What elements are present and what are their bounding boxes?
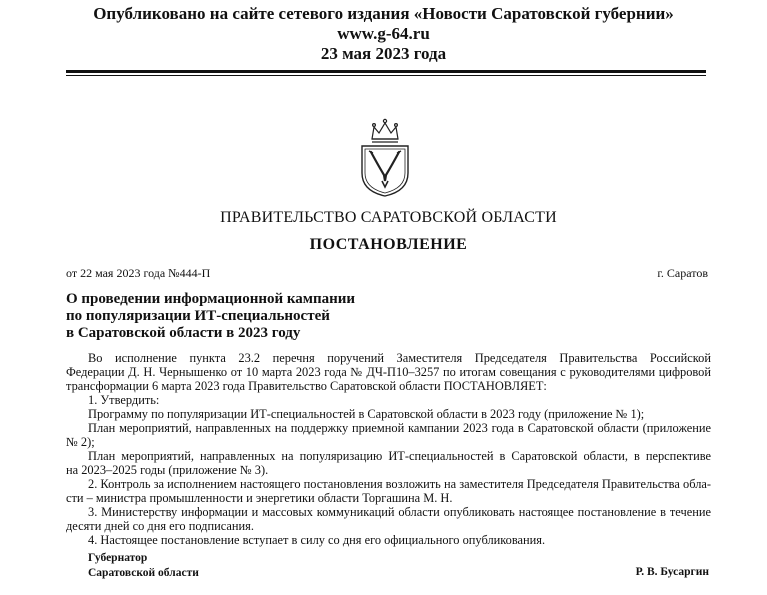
publication-date: 23 мая 2023 года bbox=[320, 44, 447, 63]
signatory-name: Р. В. Бусаргин bbox=[635, 566, 709, 578]
paragraph-item-2-cont: сти – министра промышленности и энергетики области Торгашина М. Н. bbox=[66, 491, 453, 505]
government-name: ПРАВИТЕЛЬСТВО САРАТОВСКОЙ ОБЛАСТИ bbox=[220, 209, 557, 226]
publication-site: www.g-64.ru bbox=[337, 24, 430, 43]
paragraph-item-1: 1. Утвердить: bbox=[88, 393, 160, 407]
paragraph-item-3: 3. Министерству информации и массовых коммуникаций области опубликовать настоящее постановление в течение bbox=[88, 505, 711, 519]
paragraph-appendix-3: План мероприятий, направленных на популяризацию ИТ-специальностей в Саратовской области, в перспективе bbox=[88, 449, 711, 463]
document-body bbox=[66, 351, 711, 547]
paragraph-item-4: 4. Настоящее постановление вступает в силу со дня его официального опубликования. bbox=[88, 533, 546, 547]
signatory-position-line: Саратовской области bbox=[88, 567, 199, 579]
paragraph-preamble-cont: Федерации Д. Н. Чернышенко от 10 марта 2023 года № ДЧ-П10–3257 по итогам совещания с руководителями цифровой bbox=[66, 365, 711, 379]
document-date-number: от 22 мая 2023 года №444-П bbox=[66, 266, 211, 280]
paragraph-preamble: Во исполнение пункта 23.2 перечня поручений Заместителя Председателя Правительства Российской bbox=[88, 351, 711, 365]
document-type: ПОСТАНОВЛЕНИЕ bbox=[309, 236, 468, 253]
document-city: г. Саратов bbox=[657, 266, 708, 280]
saratov-coat-of-arms-icon bbox=[358, 115, 412, 197]
paragraph-appendix-2-cont: № 2); bbox=[66, 435, 95, 449]
paragraph-preamble-end: трансформации 6 марта 2023 года Правительство Саратовской области ПОСТАНОВЛЯЕТ: bbox=[66, 379, 547, 393]
header-rule-thin bbox=[66, 75, 706, 76]
paragraph-item-2: 2. Контроль за исполнением настоящего постановления возложить на заместителя Председателя Правительства обла- bbox=[88, 477, 711, 491]
paragraph-appendix-1: Программу по популяризации ИТ-специальностей в Саратовской области в 2023 году (приложение № 1); bbox=[88, 407, 645, 421]
document-title bbox=[66, 291, 355, 342]
title-line: О проведении информационной кампании bbox=[66, 291, 356, 307]
paragraph-item-3-cont: десяти дней со дня его подписания. bbox=[66, 519, 254, 533]
header-rule-thick bbox=[66, 70, 706, 73]
title-line: в Саратовской области в 2023 году bbox=[66, 325, 301, 341]
publication-note: Опубликовано на сайте сетевого издания «Новости Саратовской губернии» bbox=[93, 4, 674, 23]
signatory-position bbox=[88, 551, 199, 581]
signatory-position-line: Губернатор bbox=[88, 552, 148, 564]
title-line: по популяризации ИТ-специальностей bbox=[66, 308, 330, 324]
paragraph-appendix-2: План мероприятий, направленных на поддержку приемной кампании 2023 года в Саратовской области (приложение bbox=[88, 421, 711, 435]
paragraph-appendix-3-cont: на 2023–2025 годы (приложение № 3). bbox=[66, 463, 269, 477]
